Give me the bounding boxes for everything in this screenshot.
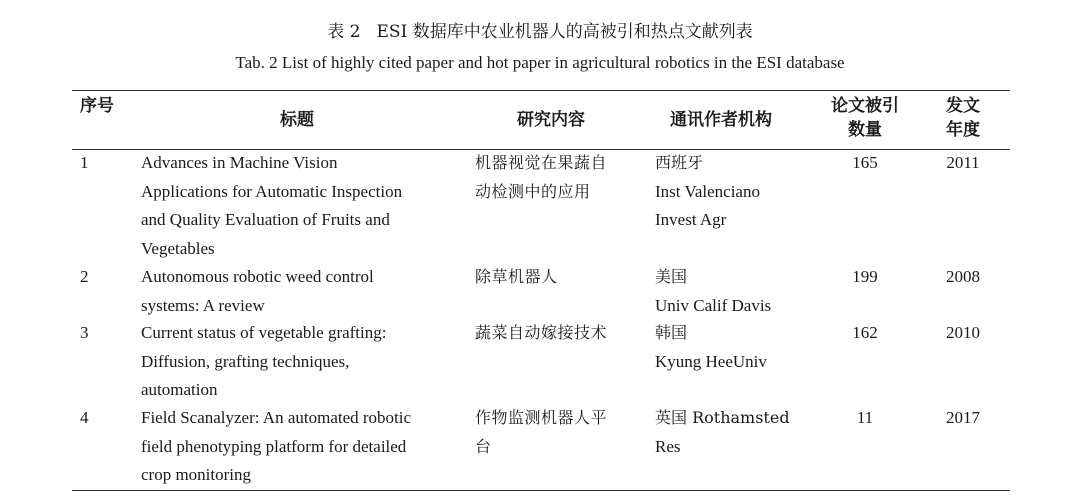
row-institution	[655, 263, 815, 320]
header-title: 标题	[280, 110, 314, 130]
title-line: automation	[141, 380, 218, 399]
header-number: 序号	[80, 96, 114, 116]
row-title	[141, 149, 461, 263]
row-citations: 165	[852, 153, 878, 172]
row-year: 2010	[946, 323, 980, 342]
row-institution	[655, 149, 815, 235]
title-line: Field Scanalyzer: An automated robotic	[141, 408, 412, 427]
content-line: 机器视觉在果蔬自	[475, 153, 608, 172]
institution-line: 英国 Rothamsted	[655, 408, 790, 427]
row-number: 3	[80, 323, 89, 342]
table-bottom-rule	[72, 490, 1010, 491]
header-research-content: 研究内容	[517, 110, 585, 130]
institution-line: 西班牙	[655, 153, 704, 172]
content-line: 台	[475, 436, 492, 456]
row-year: 2017	[946, 408, 980, 427]
row-title	[141, 263, 461, 320]
table-caption-cn-text: ESI 数据库中农业机器人的高被引和热点文献列表	[376, 22, 753, 42]
row-citations: 199	[852, 267, 878, 286]
row-research-content	[475, 263, 640, 292]
institution-line: Univ Calif Davis	[655, 295, 772, 315]
title-line: Current status of vegetable grafting:	[141, 323, 387, 342]
row-title	[141, 404, 461, 490]
row-research-content	[475, 404, 640, 461]
institution-line: Res	[655, 436, 681, 456]
row-number: 1	[80, 153, 89, 172]
title-line: Applications for Automatic Inspection	[141, 181, 403, 201]
content-line: 除草机器人	[475, 267, 558, 286]
table-top-rule	[72, 90, 1010, 91]
institution-line: 韩国	[655, 323, 688, 342]
header-citations-line2: 数量	[848, 120, 882, 140]
row-title	[141, 319, 461, 405]
row-year: 2008	[946, 267, 980, 286]
row-institution	[655, 319, 815, 376]
row-citations: 162	[852, 323, 878, 342]
table-caption-chinese	[0, 20, 1080, 44]
institution-line: Inst Valenciano	[655, 181, 760, 201]
header-year-line1: 发文	[946, 96, 980, 116]
header-institution: 通讯作者机构	[670, 110, 772, 130]
row-institution	[655, 404, 815, 461]
row-year: 2011	[946, 153, 980, 172]
header-citations-line1: 论文被引	[831, 96, 899, 116]
title-line: and Quality Evaluation of Fruits and	[141, 210, 390, 229]
title-line: Autonomous robotic weed control	[141, 267, 374, 286]
institution-line: Kyung HeeUniv	[655, 351, 767, 371]
row-research-content	[475, 149, 640, 206]
title-line: crop monitoring	[141, 465, 252, 484]
row-number: 2	[80, 267, 89, 286]
title-line: systems: A review	[141, 295, 265, 315]
content-line: 作物监测机器人平	[475, 408, 608, 427]
institution-line: Invest Agr	[655, 210, 727, 229]
table-caption-english: Tab. 2 List of highly cited paper and hot paper in agricultural robotics in the ESI database	[235, 53, 845, 72]
title-line: Advances in Machine Vision	[141, 153, 338, 172]
row-citations: 11	[856, 408, 874, 427]
row-number: 4	[80, 408, 89, 427]
header-year	[938, 94, 988, 142]
table-number: 表 2	[327, 22, 361, 42]
header-citations	[826, 94, 904, 142]
institution-line: 美国	[655, 267, 688, 286]
title-line: Diffusion, grafting techniques,	[141, 351, 350, 371]
content-line: 动检测中的应用	[475, 181, 591, 201]
header-year-line2: 年度	[946, 120, 980, 140]
row-research-content	[475, 319, 640, 348]
content-line: 蔬菜自动嫁接技术	[475, 323, 608, 342]
title-line: field phenotyping platform for detailed	[141, 436, 407, 456]
title-line: Vegetables	[141, 238, 215, 258]
